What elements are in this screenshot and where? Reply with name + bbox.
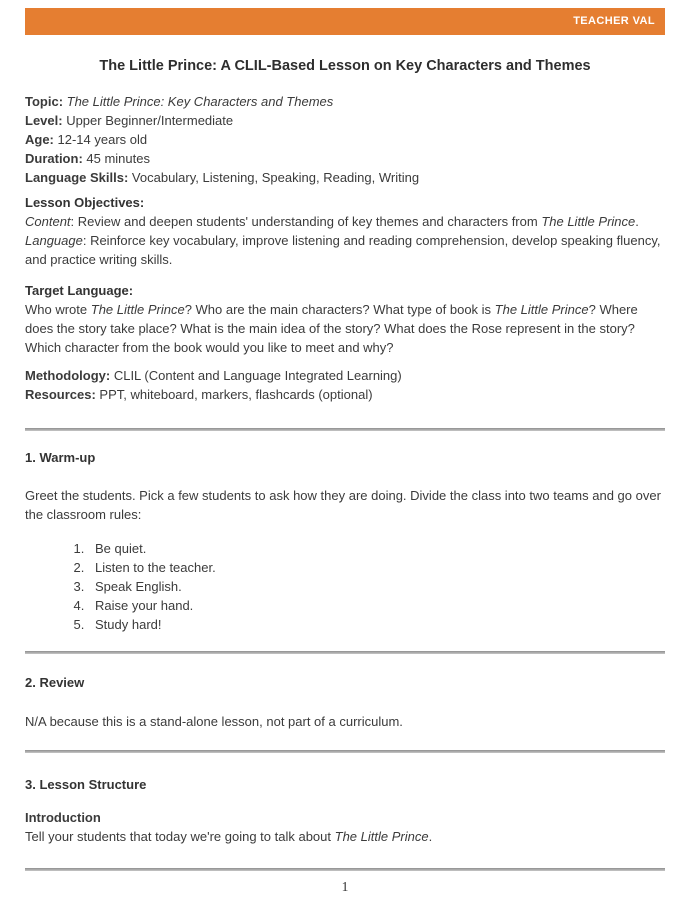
review-body: N/A because this is a stand-alone lesson, not part of a curriculum. (25, 714, 403, 729)
section-divider-3 (25, 750, 665, 753)
page-number: 1 (341, 879, 349, 894)
introduction-body: Tell your students that today we're going to talk about The Little Prince. (25, 829, 433, 844)
rule-item: 1. Be quiet. (88, 539, 665, 558)
lesson-objectives-section (25, 193, 665, 269)
warmup-intro: Greet the students. Pick a few students to ask how they are doing. Divide the class into two teams and go over the classroom rules: (25, 488, 661, 522)
target-language-heading: Target Language: (25, 283, 134, 298)
lesson-structure-heading: 3. Lesson Structure (25, 777, 147, 792)
meta-duration: Duration: 45 minutes (25, 151, 150, 166)
rule-item: 4. Raise your hand. (88, 596, 665, 615)
page-title: The Little Prince: A CLIL-Based Lesson on Key Characters and Themes (99, 58, 591, 74)
rule-item: 3. Speak English. (88, 577, 665, 596)
methodology-section (25, 366, 665, 404)
footer-divider (25, 868, 665, 871)
classroom-rules-list (25, 539, 665, 634)
header-badge: TEACHER VAL (573, 15, 655, 27)
meta-level: Level: Upper Beginner/Intermediate (25, 113, 234, 128)
warmup-heading: 1. Warm-up (25, 450, 96, 465)
section-divider-2 (25, 651, 665, 654)
meta-topic: Topic: The Little Prince: Key Characters and Themes (25, 94, 334, 109)
rule-item: 2. Listen to the teacher. (88, 558, 665, 577)
methodology-line: Methodology: CLIL (Content and Language Integrated Learning) (25, 368, 402, 383)
meta-age: Age: 12-14 years old (25, 132, 148, 147)
review-heading: 2. Review (25, 675, 85, 690)
objectives-content: Content: Review and deepen students' understanding of key themes and characters from The Little Prince. (25, 214, 639, 229)
target-language-body: Who wrote The Little Prince? Who are the main characters? What type of book is The Little Prince? Where does the story take place? What is the main idea of the story? What does the Rose represent in the story? Which character from the book would you like to meet and why? (25, 302, 638, 355)
introduction-subheading: Introduction (25, 810, 101, 825)
document-page (0, 8, 689, 896)
lesson-objectives-heading: Lesson Objectives: (25, 195, 145, 210)
target-language-section (25, 281, 665, 357)
header-bar (25, 8, 665, 35)
rule-item: 5. Study hard! (88, 615, 665, 634)
resources-line: Resources: PPT, whiteboard, markers, flashcards (optional) (25, 387, 373, 402)
section-divider-1 (25, 428, 665, 431)
lesson-meta (25, 92, 665, 187)
meta-skills: Language Skills: Vocabulary, Listening, Speaking, Reading, Writing (25, 170, 420, 185)
objectives-language: Language: Reinforce key vocabulary, improve listening and reading comprehension, develop speaking fluency, and practice writing skills. (25, 233, 661, 267)
